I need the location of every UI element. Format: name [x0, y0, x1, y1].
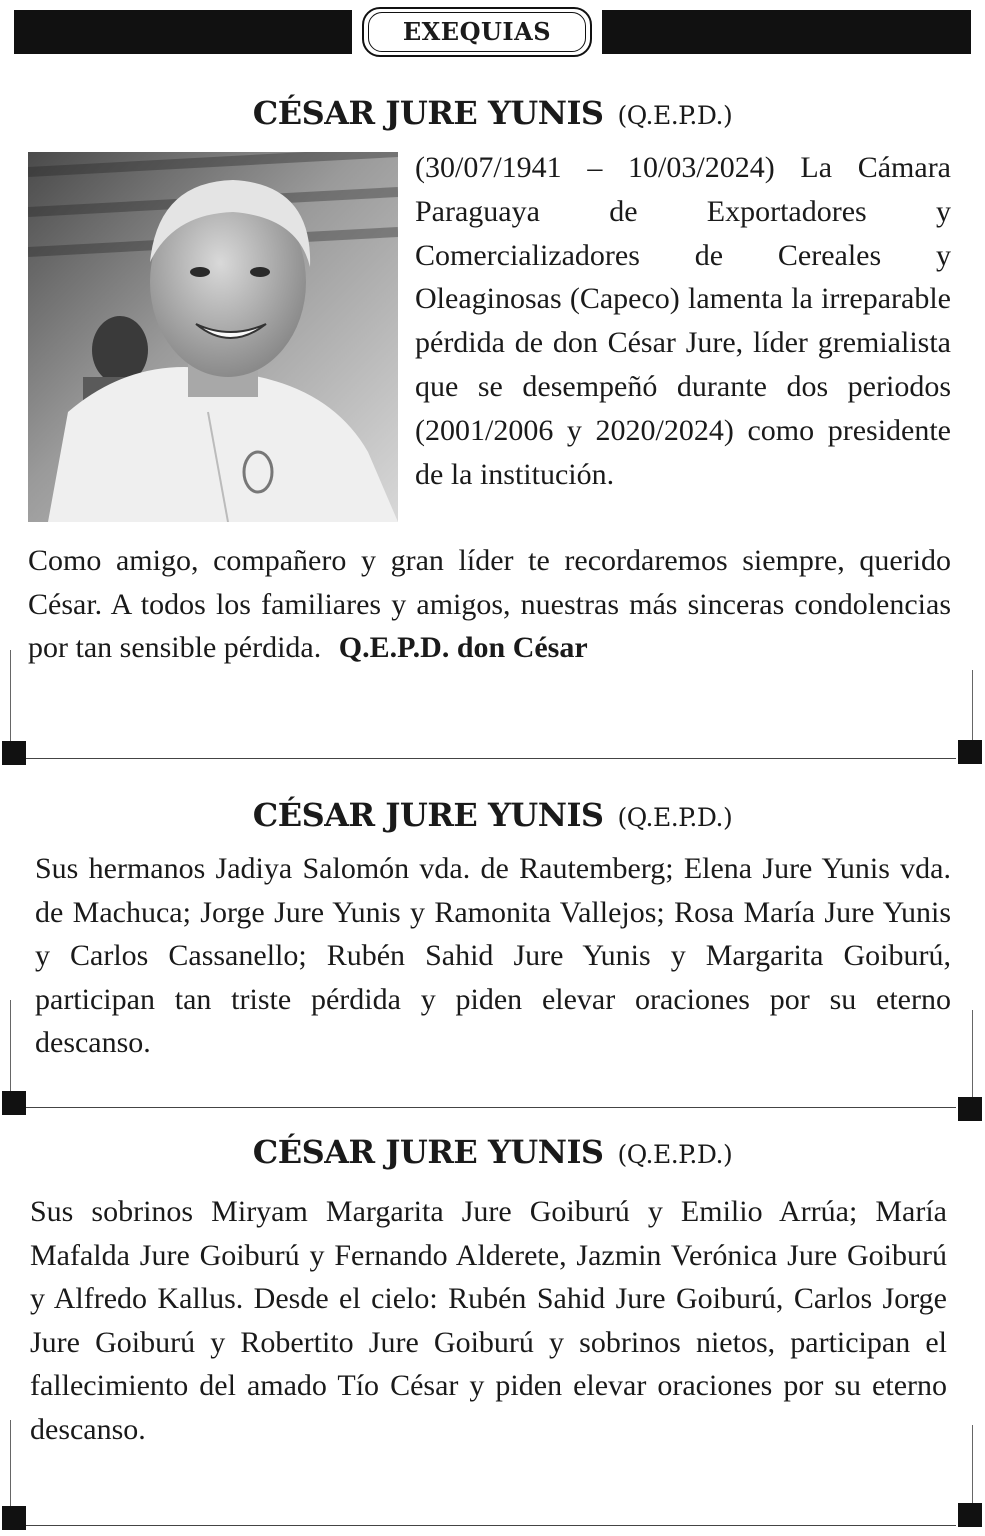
notice-1-intro	[415, 146, 951, 496]
qepd-label: (Q.E.P.D.)	[617, 1140, 733, 1169]
border-left	[10, 1420, 11, 1520]
portrait-photo	[28, 152, 398, 522]
notice-1-title	[0, 94, 985, 132]
corner-square	[958, 1097, 982, 1121]
family-text: Sus hermanos Jadiya Salomón vda. de Rautemberg; Elena Jure Yunis vda. de Machuca; Jorge Jure Yunis y Ramonita Vallejos; Rosa María Jure Yunis y Carlos Cassanello; Rubén Sahid Jure Yunis y Margarita Goiburú, participan tan triste pérdida y piden elevar oraciones por su eterno descanso.	[35, 852, 951, 1060]
qepd-label: (Q.E.P.D.)	[617, 803, 733, 832]
deceased-name: CÉSAR JURE YUNIS	[252, 94, 604, 132]
corner-square	[2, 1506, 26, 1530]
corner-square	[958, 740, 982, 764]
portrait-illustration	[28, 152, 398, 522]
border-left	[10, 650, 11, 754]
notice-2-body	[35, 847, 951, 1065]
life-dates: (30/07/1941 – 10/03/2024)	[415, 151, 775, 184]
border-left	[10, 1000, 11, 1104]
deceased-name: CÉSAR JURE YUNIS	[252, 1133, 604, 1171]
notice-1-body	[28, 539, 951, 670]
border-right	[972, 1010, 973, 1110]
notice-3-title	[0, 1133, 985, 1171]
condolence-text: Como amigo, compañero y gran líder te recordaremos siempre, querido César. A todos los familiares y amigos, nuestras más sinceras condolencias por tan sensible pérdida.	[28, 544, 951, 665]
closing-text: Q.E.P.D. don César	[338, 631, 588, 665]
corner-square	[2, 1091, 26, 1115]
deceased-name: CÉSAR JURE YUNIS	[252, 796, 604, 834]
corner-square	[958, 1503, 982, 1527]
header-plaque	[352, 3, 602, 61]
notice-2-title	[0, 796, 985, 834]
qepd-label: (Q.E.P.D.)	[617, 101, 733, 130]
family-text: Sus sobrinos Miryam Margarita Jure Goiburú y Emilio Arrúa; María Mafalda Jure Goiburú y Fernando Alderete, Jazmin Verónica Jure Goiburú y Alfredo Kallus. Desde el cielo: Rubén Sahid Jure Goiburú, Carlos Jorge Jure Goiburú y Robertito Jure Goiburú y sobrinos nietos, participan el fallecimiento del amado Tío César y piden elevar oraciones por su eterno descanso.	[30, 1195, 947, 1446]
divider-line	[26, 758, 956, 759]
corner-square	[2, 741, 26, 765]
divider-line	[26, 1525, 956, 1526]
section-title: EXEQUIAS	[402, 17, 552, 46]
divider-line	[26, 1107, 956, 1108]
notice-3-body	[30, 1190, 947, 1452]
intro-text: La Cámara Paraguaya de Exportadores y Comercializadores de Cereales y Oleaginosas (Capeco) lamenta la irreparable pérdida de don César Jure, líder gremialista que se desempeñó durante dos periodos (2001/2006 y 2020/2024) como presidente de la institución.	[415, 151, 951, 491]
